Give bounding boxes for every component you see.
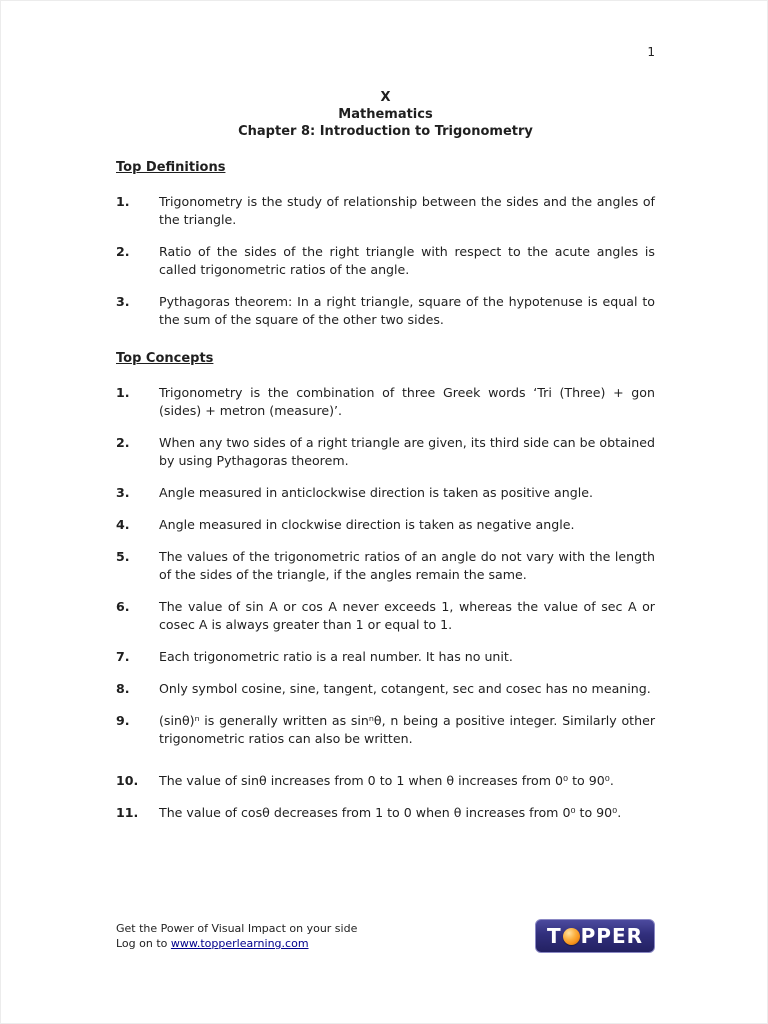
item-number: 1. (116, 385, 130, 400)
list-item (116, 804, 655, 822)
item-text: The value of sin A or cos A never exceeds 1, whereas the value of sec A or cosec A is always greater than 1 or equal to 1. (159, 599, 655, 632)
footer-login-line (116, 936, 357, 951)
item-number: 10. (116, 773, 139, 788)
top-definitions-list (116, 193, 655, 329)
topperlearning-link[interactable]: www.topperlearning.com (170, 937, 309, 950)
item-number: 2. (116, 435, 130, 450)
item-text: The values of the trigonometric ratios of an angle do not vary with the length of the sides of the triangle, if the angles remain the same. (159, 549, 655, 582)
item-number: 3. (116, 294, 130, 309)
item-text: Each trigonometric ratio is a real number. It has no unit. (159, 649, 513, 664)
item-number: 5. (116, 549, 130, 564)
list-item (116, 648, 655, 666)
section-heading-top-definitions: Top Definitions (116, 160, 226, 175)
list-item (116, 484, 655, 502)
item-text: (sinθ)ⁿ is generally written as sinⁿθ, n being a positive integer. Similarly other trigonometric ratios can also be written. (159, 713, 655, 746)
list-item (116, 384, 655, 420)
title-block (116, 89, 655, 140)
item-number: 2. (116, 244, 130, 259)
item-text: When any two sides of a right triangle are given, its third side can be obtained by using Pythagoras theorem. (159, 435, 655, 468)
list-item (116, 680, 655, 698)
topper-logo-suffix: PPER (580, 924, 644, 948)
topper-ball-icon (563, 928, 580, 945)
section-heading-top-concepts: Top Concepts (116, 351, 214, 366)
list-item (116, 193, 655, 229)
item-number: 11. (116, 805, 139, 820)
topper-logo (535, 919, 655, 953)
item-number: 8. (116, 681, 130, 696)
list-item (116, 772, 655, 790)
list-item (116, 548, 655, 584)
item-text: Trigonometry is the combination of three Greek words ‘Tri (Three) + gon (sides) + metron (measure)’. (159, 385, 655, 418)
subject-title: Mathematics (338, 107, 433, 122)
item-number: 6. (116, 599, 130, 614)
item-text: Trigonometry is the study of relationship between the sides and the angles of the triangle. (159, 194, 655, 227)
footer-tagline: Get the Power of Visual Impact on your side (116, 922, 358, 935)
list-item (116, 293, 655, 329)
list-item (116, 243, 655, 279)
document-content (116, 89, 655, 836)
footer-login-prefix: Log on to (116, 937, 171, 950)
item-number: 7. (116, 649, 130, 664)
class-title: X (380, 90, 391, 105)
chapter-title: Chapter 8: Introduction to Trigonometry (238, 124, 533, 139)
page-number: 1 (647, 45, 655, 59)
page-footer (116, 919, 655, 953)
list-item (116, 598, 655, 634)
item-text: The value of sinθ increases from 0 to 1 when θ increases from 0⁰ to 90⁰. (159, 773, 614, 788)
item-number: 9. (116, 713, 130, 728)
top-concepts-list (116, 384, 655, 822)
topper-logo-prefix: T (546, 924, 562, 948)
item-text: Only symbol cosine, sine, tangent, cotangent, sec and cosec has no meaning. (159, 681, 651, 696)
item-text: Pythagoras theorem: In a right triangle, square of the hypotenuse is equal to the sum of the square of the other two sides. (159, 294, 655, 327)
item-text: Ratio of the sides of the right triangle with respect to the acute angles is called trigonometric ratios of the angle. (159, 244, 655, 277)
list-item (116, 434, 655, 470)
item-number: 1. (116, 194, 130, 209)
list-item (116, 712, 655, 748)
footer-text-block (116, 921, 357, 951)
item-text: Angle measured in clockwise direction is taken as negative angle. (159, 517, 575, 532)
item-text: The value of cosθ decreases from 1 to 0 when θ increases from 0⁰ to 90⁰. (159, 805, 622, 820)
list-item (116, 516, 655, 534)
item-number: 3. (116, 485, 130, 500)
item-text: Angle measured in anticlockwise direction is taken as positive angle. (159, 485, 593, 500)
item-number: 4. (116, 517, 130, 532)
